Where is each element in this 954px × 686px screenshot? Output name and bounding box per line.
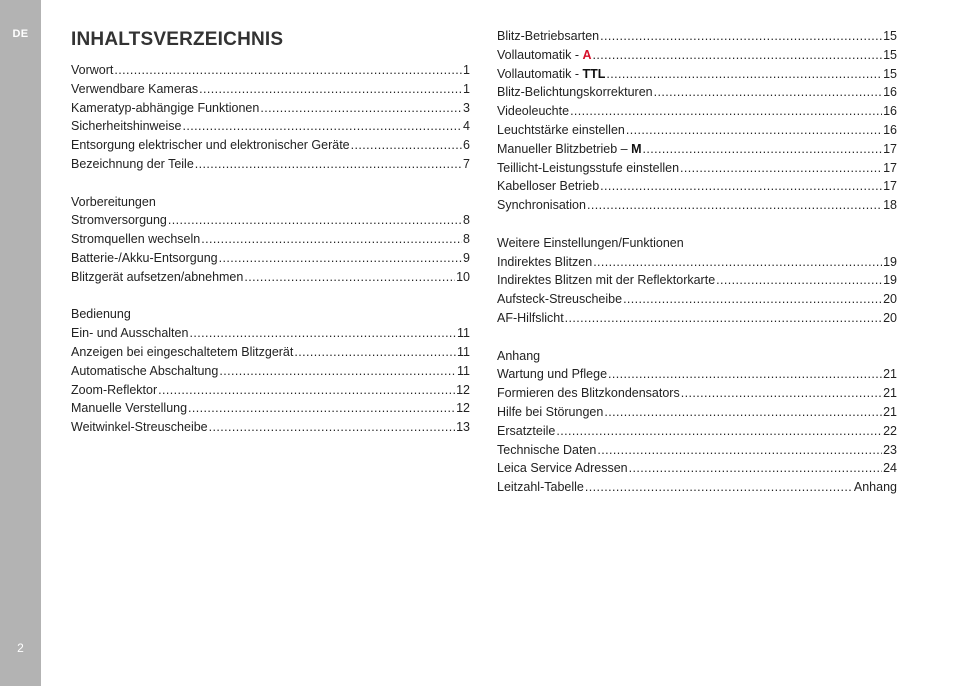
toc-entry-label-text: Vorwort <box>71 63 114 77</box>
toc-entry-label <box>71 155 194 174</box>
toc-entry-page: 16 <box>883 85 897 100</box>
toc-entry-page: 24 <box>883 461 897 476</box>
toc-entry-page: 18 <box>883 198 897 213</box>
dot-leader <box>201 230 462 249</box>
toc-entry-label <box>71 324 188 343</box>
toc-entry-label <box>71 343 293 362</box>
toc-entry-label <box>497 290 622 309</box>
toc-entry-label-text: Zoom-Reflektor <box>71 382 158 397</box>
dot-leader <box>604 403 882 422</box>
dot-leader <box>587 196 882 215</box>
toc-entry-label <box>497 83 653 102</box>
toc-entry-label-text: Leitzahl-Tabelle <box>497 480 584 495</box>
toc-entry-page: 21 <box>883 404 897 419</box>
toc-entry-page: 15 <box>883 29 897 43</box>
toc-entry-kabelloser-betrieb[interactable] <box>497 177 897 196</box>
dot-leader <box>351 136 462 155</box>
toc-entry-page: 23 <box>883 442 897 457</box>
toc-entry-label-text: Leuchtstärke einstellen <box>497 122 625 137</box>
toc-entry-blitz-belichtungskorrekturen[interactable] <box>497 83 897 102</box>
toc-entry-label <box>497 271 715 290</box>
toc-entry-leitzahl-tabelle[interactable] <box>497 478 897 497</box>
toc-entry-label <box>497 459 628 478</box>
toc-entry-page: 11 <box>457 344 470 359</box>
toc-entry-label <box>497 403 603 422</box>
toc-entry-hilfe-bei-stoerungen[interactable] <box>497 403 897 422</box>
dot-leader <box>195 155 462 174</box>
toc-entry-page: 3 <box>463 100 470 115</box>
toc-entry-kameratyp-abhaengige-funktionen[interactable] <box>71 99 470 118</box>
dot-leader <box>608 365 882 384</box>
toc-entry-label <box>71 211 167 230</box>
toc-entry-af-hilfslicht[interactable] <box>497 309 897 328</box>
toc-entry-label-text: Aufsteck-Streuscheibe <box>497 292 623 307</box>
toc-section <box>497 347 897 497</box>
toc-entry-leica-service-adressen[interactable] <box>497 459 897 478</box>
toc-entry-page: 17 <box>883 179 897 194</box>
toc-entry-page: 11 <box>457 363 470 378</box>
toc-entry-label <box>497 65 605 84</box>
toc-entry-label <box>497 253 592 272</box>
toc-entry-label <box>71 381 157 400</box>
toc-section-heading: Vorbereitungen <box>71 194 156 209</box>
toc-entry-formieren-des-blitzkondensators[interactable] <box>497 384 897 403</box>
dot-leader <box>597 441 882 460</box>
dot-leader <box>600 27 882 46</box>
dot-leader <box>209 418 455 437</box>
toc-entry-vollautomatik-a[interactable] <box>497 46 897 65</box>
dot-leader <box>654 83 882 102</box>
toc-entry-label <box>497 159 679 178</box>
toc-entry-page: 9 <box>463 250 470 265</box>
toc-entry-label <box>71 117 181 136</box>
toc-entry-page: 10 <box>456 269 470 284</box>
dot-leader <box>260 99 462 118</box>
toc-entry-label <box>71 136 350 155</box>
mode-symbol: M <box>631 141 642 156</box>
toc-entry-page: 1 <box>463 63 470 77</box>
toc-entry-label-text: Manueller Blitzbetrieb – <box>497 141 632 156</box>
toc-entry-label <box>71 362 218 381</box>
dot-leader <box>244 268 455 287</box>
toc-entry-page: 12 <box>456 382 470 397</box>
toc-entry-label-text: Stromquellen wechseln <box>71 232 201 247</box>
toc-entry-label-text: Teillicht-Leistungsstufe einstellen <box>497 160 680 175</box>
toc-entry-label-text: Blitz-Belichtungskorrekturen <box>497 85 653 100</box>
toc-entry-label-text: Wartung und Pflege <box>497 367 608 382</box>
toc-section-heading: Bedienung <box>71 307 131 322</box>
toc-entry-page: 8 <box>463 232 470 247</box>
toc-entry-label-text: Anzeigen bei eingeschaltetem Blitzgerät <box>71 344 294 359</box>
toc-entry-technische-daten[interactable] <box>497 441 897 460</box>
toc-entry-bezeichnung-der-teile[interactable] <box>71 155 470 174</box>
toc-entry-videoleuchte[interactable] <box>497 102 897 121</box>
toc-entry-label-text: Kameratyp-abhängige Funktionen <box>71 100 260 115</box>
toc-entry-label-text: Synchronisation <box>497 198 586 213</box>
toc-entry-page: Anhang <box>853 480 897 495</box>
mode-symbol: A <box>582 47 592 62</box>
dot-leader <box>606 65 882 84</box>
toc-entry-ein-und-ausschalten[interactable] <box>71 324 470 343</box>
dot-leader <box>681 384 882 403</box>
toc-entry-page: 4 <box>463 119 470 134</box>
toc-entry-weitwinkel-streuscheibe[interactable] <box>71 418 470 437</box>
dot-leader <box>600 177 882 196</box>
toc-entry-blitz-betriebsarten[interactable] <box>497 27 897 46</box>
toc-entry-indirektes-blitzen[interactable] <box>497 253 897 272</box>
toc-entry-batterie-akku-entsorgung[interactable] <box>71 249 470 268</box>
toc-entry-synchronisation[interactable] <box>497 196 897 215</box>
dot-leader <box>219 249 462 268</box>
toc-entry-zoom-reflektor[interactable] <box>71 381 470 400</box>
toc-entry-label-text: Bezeichnung der Teile <box>71 156 194 171</box>
toc-entry-page: 7 <box>463 156 470 171</box>
toc-right-column <box>497 27 897 516</box>
toc-entry-label <box>71 99 259 118</box>
toc-entry-stromversorgung[interactable] <box>71 211 470 230</box>
dot-leader <box>565 309 882 328</box>
dot-leader <box>189 324 456 343</box>
toc-entry-page: 8 <box>463 213 470 228</box>
toc-entry-label-text: Verwendbare Kameras <box>71 81 199 96</box>
toc-section <box>497 27 897 215</box>
toc-entry-page: 19 <box>883 254 897 269</box>
toc-section-heading: Weitere Einstellungen/Funktionen <box>497 235 684 250</box>
toc-entry-page: 13 <box>456 420 470 435</box>
toc-entry-label-text: Vollautomatik - <box>497 66 583 81</box>
toc-entry-page: 15 <box>883 47 897 62</box>
toc-section-heading: Anhang <box>497 348 541 363</box>
toc-section <box>71 305 470 437</box>
toc-entry-page: 20 <box>883 310 897 325</box>
toc-entry-label <box>497 121 625 140</box>
toc-entry-page: 20 <box>883 292 897 307</box>
toc-entry-label <box>71 399 187 418</box>
toc-entry-label-text: Stromversorgung <box>71 213 167 228</box>
toc-entry-label-text: Technische Daten <box>497 442 597 457</box>
toc-entry-label <box>497 365 607 384</box>
toc-entry-verwendbare-kameras[interactable] <box>71 80 470 99</box>
toc-entry-label-text: Hilfe bei Störungen <box>497 404 604 419</box>
toc-entry-label <box>497 441 596 460</box>
dot-leader <box>680 159 882 178</box>
toc-entry-label <box>497 422 555 441</box>
toc-entry-page: 1 <box>463 81 470 96</box>
toc-entry-manuelle-verstellung[interactable] <box>71 399 470 418</box>
toc-entry-label <box>71 80 198 99</box>
toc-entry-wartung-und-pflege[interactable] <box>497 365 897 384</box>
toc-entry-label <box>497 27 599 46</box>
toc-entry-page: 16 <box>883 104 897 119</box>
dot-leader <box>623 290 882 309</box>
toc-entry-label <box>497 384 680 403</box>
dot-leader <box>114 61 462 80</box>
toc-entry-page: 19 <box>883 273 897 288</box>
mode-symbol: TTL <box>582 66 606 81</box>
dot-leader <box>585 478 853 497</box>
toc-entry-label-text: Batterie-/Akku-Entsorgung <box>71 250 218 265</box>
toc-entry-label-text: Automatische Abschaltung <box>71 363 219 378</box>
toc-entry-page: 21 <box>883 367 897 382</box>
toc-entry-page: 11 <box>457 326 470 341</box>
toc-entry-label <box>497 309 564 328</box>
toc-entry-label <box>497 196 586 215</box>
toc-entry-page: 12 <box>456 401 470 416</box>
toc-entry-label <box>497 140 642 159</box>
toc-entry-label-text: Kabelloser Betrieb <box>497 179 600 194</box>
dot-leader <box>199 80 462 99</box>
toc-entry-label <box>71 418 208 437</box>
toc-section <box>497 234 897 328</box>
language-tab[interactable]: DE <box>12 28 29 40</box>
toc-entry-anzeigen-bei-eingeschaltetem-blitzgeraet[interactable] <box>71 343 470 362</box>
toc-entry-indirektes-blitzen-mit-der-reflektorkarte[interactable] <box>497 271 897 290</box>
toc-entry-label-text: Weitwinkel-Streuscheibe <box>71 420 208 435</box>
toc-entry-label-text: Vollautomatik - <box>497 47 583 62</box>
toc-entry-label-text: Manuelle Verstellung <box>71 401 188 416</box>
dot-leader <box>294 343 456 362</box>
toc-entry-label <box>497 177 599 196</box>
toc-section <box>71 193 470 287</box>
toc-entry-label <box>497 102 569 121</box>
toc-entry-page: 16 <box>883 122 897 137</box>
toc-entry-label-text: Ersatzteile <box>497 423 556 438</box>
dot-leader <box>556 422 882 441</box>
toc-entry-entsorgung-elektrischer-und-elektronischer-geraete[interactable] <box>71 136 470 155</box>
toc-entry-page: 6 <box>463 138 470 153</box>
dot-leader <box>188 399 455 418</box>
toc-entry-label <box>71 249 218 268</box>
dot-leader <box>593 253 882 272</box>
toc-entry-label-text: Entsorgung elektrischer und elektronischer Geräte <box>71 138 350 153</box>
toc-entry-page: 17 <box>883 141 897 156</box>
toc-entry-ersatzteile[interactable] <box>497 422 897 441</box>
toc-entry-label-text: Ein- und Ausschalten <box>71 326 189 341</box>
toc-entry-sicherheitshinweise[interactable] <box>71 117 470 136</box>
dot-leader <box>570 102 882 121</box>
toc-entry-blitzgeraet-aufsetzen-abnehmen[interactable] <box>71 268 470 287</box>
toc-entry-page: 17 <box>883 160 897 175</box>
dot-leader <box>716 271 882 290</box>
toc-entry-label <box>497 478 584 497</box>
toc-section <box>71 61 470 174</box>
toc-entry-page: 15 <box>883 66 897 81</box>
toc-entry-label <box>71 230 200 249</box>
dot-leader <box>168 211 462 230</box>
dot-leader <box>643 140 883 159</box>
dot-leader <box>626 121 882 140</box>
toc-entry-label-text: Videoleuchte <box>497 104 570 119</box>
toc-entry-label-text: Indirektes Blitzen <box>497 254 593 269</box>
toc-entry-manueller-blitzbetrieb-m[interactable] <box>497 140 897 159</box>
page-title: INHALTSVERZEICHNIS <box>71 29 284 50</box>
toc-entry-leuchtstaerke-einstellen[interactable] <box>497 121 897 140</box>
toc-entry-label <box>497 46 592 65</box>
toc-entry-aufsteck-streuscheibe[interactable] <box>497 290 897 309</box>
toc-entry-label-text: AF-Hilfslicht <box>497 310 564 325</box>
dot-leader <box>593 46 883 65</box>
toc-entry-label-text: Blitzgerät aufsetzen/abnehmen <box>71 269 244 284</box>
toc-entry-label <box>71 61 113 80</box>
toc-entry-label-text: Leica Service Adressen <box>497 461 628 476</box>
toc-entry-page: 22 <box>883 423 897 438</box>
dot-leader <box>219 362 456 381</box>
dot-leader <box>629 459 882 478</box>
toc-entry-label-text: Sicherheitshinweise <box>71 119 182 134</box>
toc-entry-teillicht-leistungsstufe-einstellen[interactable] <box>497 159 897 178</box>
toc-entry-label-text: Formieren des Blitzkondensators <box>497 386 680 401</box>
dot-leader <box>182 117 462 136</box>
dot-leader <box>158 381 455 400</box>
toc-entry-vorwort[interactable] <box>71 61 470 80</box>
sidebar <box>0 0 41 686</box>
toc-entry-automatische-abschaltung[interactable] <box>71 362 470 381</box>
toc-entry-stromquellen-wechseln[interactable] <box>71 230 470 249</box>
page-number: 2 <box>17 641 24 655</box>
toc-left-column <box>71 61 470 456</box>
toc-entry-page: 21 <box>883 386 897 401</box>
toc-entry-label <box>71 268 243 287</box>
toc-entry-label-text: Blitz-Betriebsarten <box>497 29 600 43</box>
toc-entry-vollautomatik-ttl[interactable] <box>497 65 897 84</box>
toc-entry-label-text: Indirektes Blitzen mit der Reflektorkarte <box>497 273 716 288</box>
